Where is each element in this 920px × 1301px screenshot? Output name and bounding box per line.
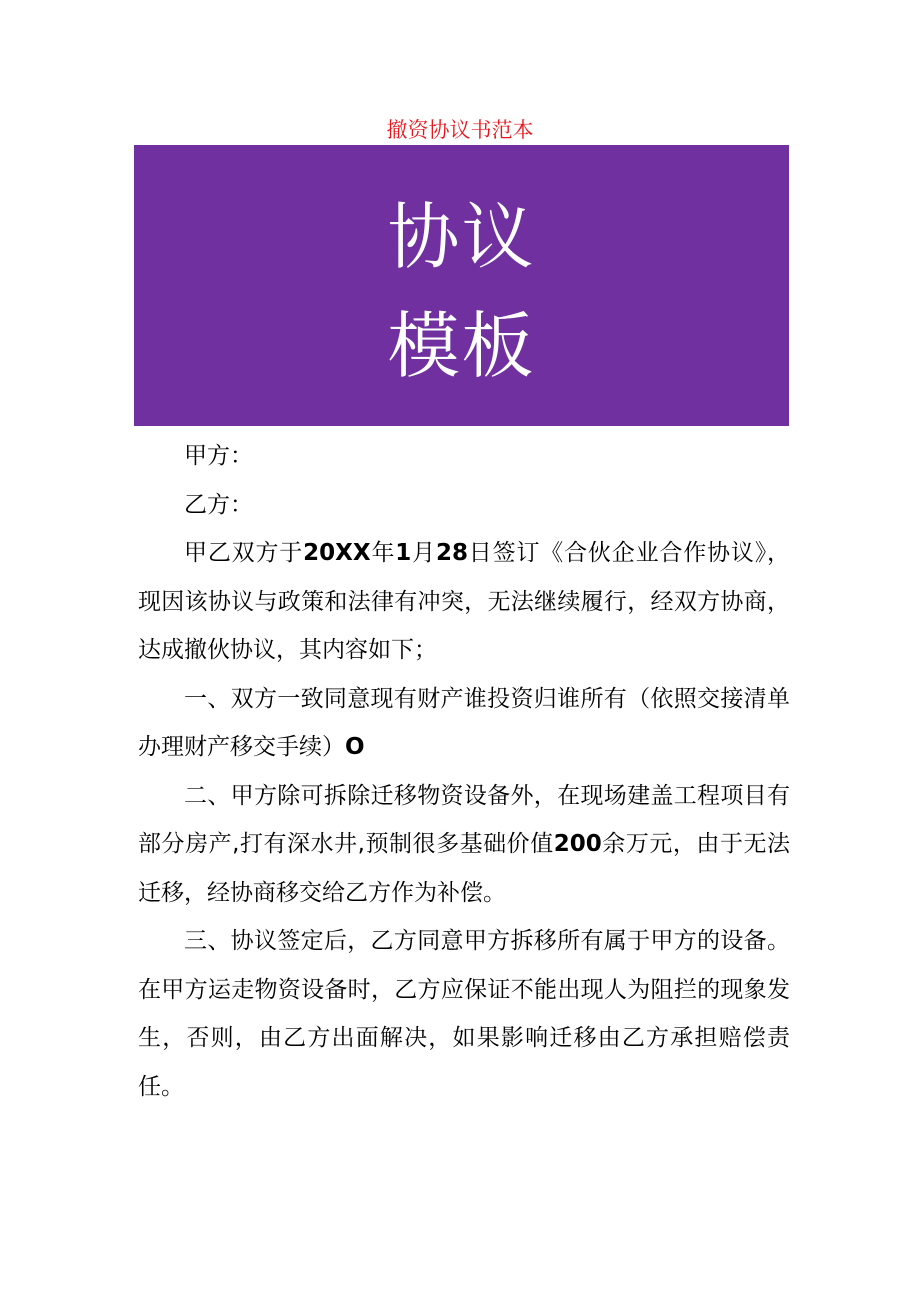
intro-text-4: 日签订《合伙企业合作协议》，现因该协议与政策和法律有冲突，无法继续履行，经双方协商，达成撤伙协议，其内容如下； <box>138 540 791 663</box>
clause-2 <box>138 772 790 918</box>
clause-3: 三、协议签定后，乙方同意甲方拆移所有属于甲方的设备。在甲方运走物资设备时，乙方应保证不能出现人为阻拦的现象发生，否则，由乙方出面解决，如果影响迁移由乙方承担赔偿责任。 <box>138 928 790 1100</box>
intro-text-1: 甲乙双方于 <box>184 540 304 566</box>
cover-banner <box>134 145 789 426</box>
clause-1 <box>138 675 790 772</box>
cover-title-line1: 协议 <box>387 195 536 279</box>
intro-text-2: 年 <box>370 540 396 566</box>
intro-text-3: 月 <box>411 540 436 566</box>
intro-paragraph <box>138 529 790 675</box>
party-a-label: 甲方： <box>184 443 253 469</box>
clause-2-amount: 200 <box>553 831 602 857</box>
signing-month: 1 <box>395 540 412 566</box>
signing-day: 28 <box>435 540 468 566</box>
cover-title-line2: 模板 <box>387 304 536 388</box>
clause-2-text-1: 二、甲方除可拆除迁移物资设备外，在现场建盖工程项目有部分房产,打有深水井,预制很多基础价值 <box>138 782 790 857</box>
clause-2-text-2: 余万元，由于无法迁移，经协商移交给乙方作为补偿。 <box>138 831 791 906</box>
clause-1-tail: O <box>345 734 365 760</box>
clause-1-text: 一、双方一致同意现有财产谁投资归谁所有（依照交接清单办理财产移交手续） <box>138 685 790 760</box>
party-b-label: 乙方： <box>184 491 253 518</box>
agreement-body <box>138 432 790 1111</box>
signing-year: 20XX <box>303 540 371 566</box>
document-title: 撤资协议书范本 <box>386 118 534 142</box>
